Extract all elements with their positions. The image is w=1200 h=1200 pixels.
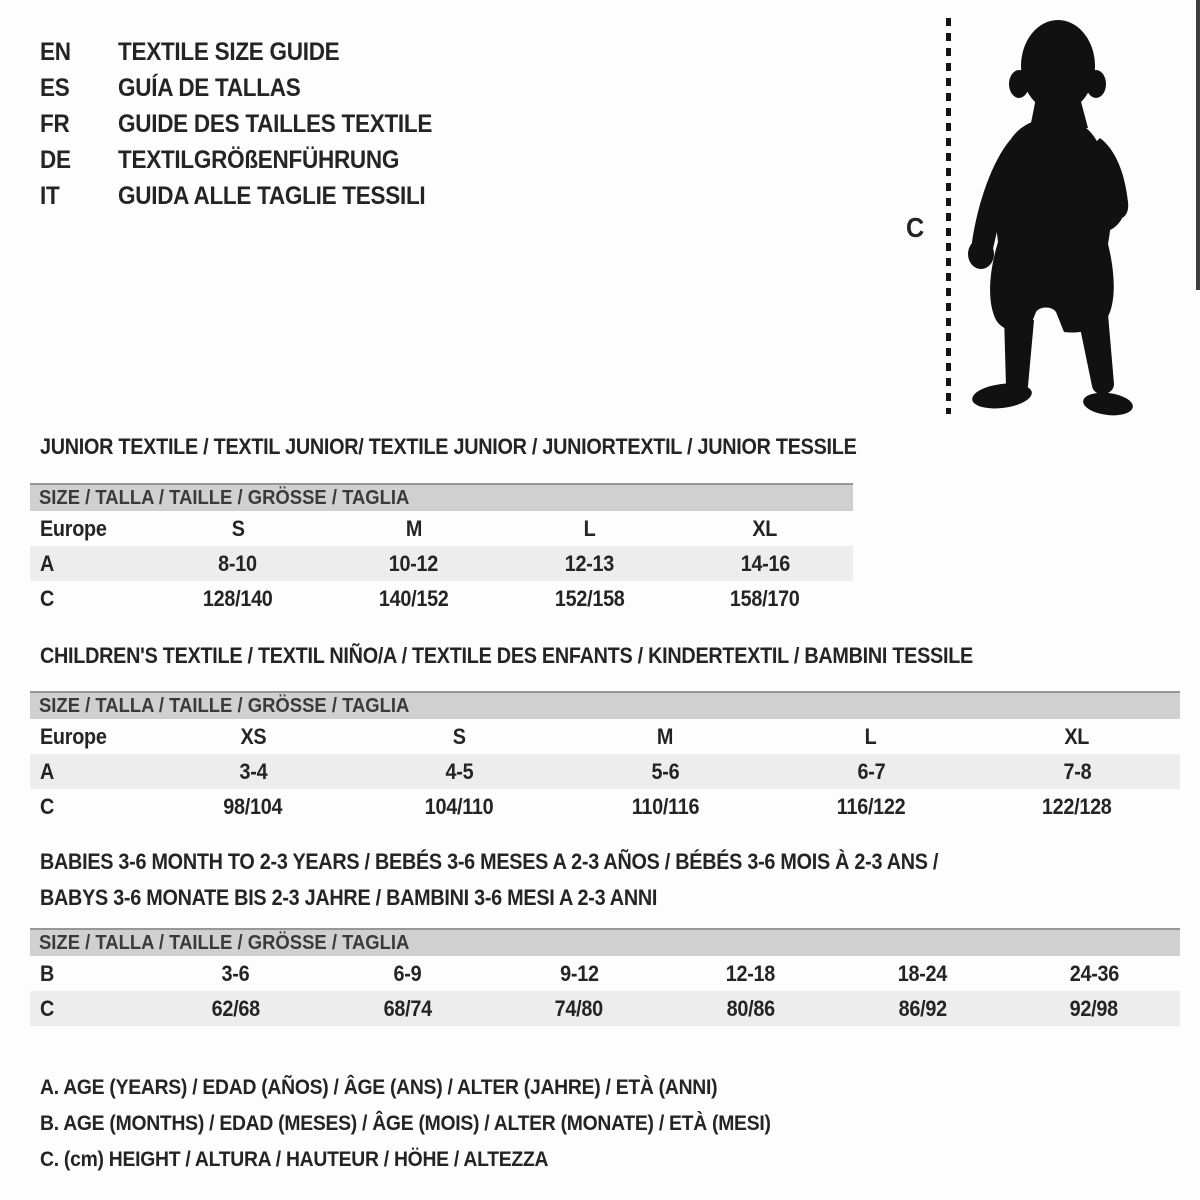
row-label-cell: C xyxy=(40,585,55,611)
months-value-cell: 6-9 xyxy=(393,960,422,986)
size-value-cell: L xyxy=(865,723,877,749)
babies-size-table xyxy=(30,928,1180,1026)
row-label-cell: A xyxy=(40,550,55,576)
size-value-cell: M xyxy=(405,515,422,541)
height-value-cell: 158/170 xyxy=(730,585,800,611)
months-value-cell: 9-12 xyxy=(559,960,599,986)
language-code: DE xyxy=(40,146,71,174)
height-value-cell: 140/152 xyxy=(378,585,449,611)
age-value-cell: 3-4 xyxy=(239,758,267,784)
age-value-cell: 4-5 xyxy=(445,758,473,784)
height-value-cell: 110/116 xyxy=(631,793,699,819)
size-header-bar: SIZE / TALLA / TAILLE / GRÖSSE / TAGLIA xyxy=(30,691,1180,719)
children-section-title: CHILDREN'S TEXTILE / TEXTIL NIÑO/A / TEXTILE DES ENFANTS / KINDERTEXTIL / BAMBINI TESSILE xyxy=(40,643,973,668)
row-label-cell: B xyxy=(40,960,55,986)
table-row-europe xyxy=(30,719,1180,754)
age-value-cell: 7-8 xyxy=(1063,758,1091,784)
row-label-cell: C xyxy=(40,995,55,1021)
height-value-cell: 74/80 xyxy=(555,995,604,1021)
table-row-height xyxy=(30,581,853,616)
size-value-cell: XS xyxy=(240,723,266,749)
height-value-cell: 86/92 xyxy=(898,995,947,1021)
age-value-cell: 8-10 xyxy=(218,550,258,576)
size-header-bar: SIZE / TALLA / TAILLE / GRÖSSE / TAGLIA xyxy=(30,928,1180,956)
height-measure-label: C xyxy=(906,212,925,243)
baby-silhouette xyxy=(962,16,1138,418)
table-row-height xyxy=(30,789,1180,824)
language-title: TEXTILGRÖßENFÜHRUNG xyxy=(118,146,400,174)
height-value-cell: 92/98 xyxy=(1070,995,1119,1021)
months-value-cell: 24-36 xyxy=(1069,960,1119,986)
right-edge-artifact xyxy=(1196,0,1200,290)
months-value-cell: 12-18 xyxy=(726,960,776,986)
language-code: FR xyxy=(40,110,70,138)
months-value-cell: 3-6 xyxy=(221,960,250,986)
legend-line-c: C. (cm) HEIGHT / ALTURA / HAUTEUR / HÖHE / ALTEZZA xyxy=(40,1147,549,1171)
height-value-cell: 116/122 xyxy=(836,793,906,819)
size-value-cell: XL xyxy=(752,515,778,541)
height-value-cell: 80/86 xyxy=(726,995,775,1021)
height-value-cell: 104/110 xyxy=(424,793,494,819)
table-row-age xyxy=(30,546,853,581)
row-label-cell: Europe xyxy=(40,723,107,749)
junior-size-table xyxy=(30,483,853,616)
language-title: GUIDA ALLE TAGLIE TESSILI xyxy=(118,182,426,210)
children-size-table xyxy=(30,691,1180,824)
language-title: GUIDE DES TAILLES TEXTILE xyxy=(118,110,433,138)
legend-line-b: B. AGE (MONTHS) / EDAD (MESES) / ÂGE (MOIS) / ALTER (MONATE) / ETÀ (MESI) xyxy=(40,1111,771,1135)
height-value-cell: 128/140 xyxy=(203,585,273,611)
height-value-cell: 122/128 xyxy=(1042,793,1112,819)
junior-section-title: JUNIOR TEXTILE / TEXTIL JUNIOR/ TEXTILE JUNIOR / JUNIORTEXTIL / JUNIOR TESSILE xyxy=(40,434,857,459)
language-title: GUÍA DE TALLAS xyxy=(118,74,301,102)
language-code: IT xyxy=(40,182,60,210)
language-code: EN xyxy=(40,38,71,66)
row-label-cell: Europe xyxy=(40,515,107,541)
months-value-cell: 18-24 xyxy=(897,960,948,986)
height-measure-dashed-line xyxy=(946,18,951,414)
age-value-cell: 14-16 xyxy=(740,550,790,576)
height-value-cell: 152/158 xyxy=(554,585,625,611)
language-title: TEXTILE SIZE GUIDE xyxy=(118,38,340,66)
babies-section-title-line1: BABIES 3-6 MONTH TO 2-3 YEARS / BEBÉS 3-6 MESES A 2-3 AÑOS / BÉBÉS 3-6 MOIS À 2-3 ANS / xyxy=(40,849,939,874)
row-label-cell: A xyxy=(40,758,55,784)
size-value-cell: L xyxy=(583,515,596,541)
height-value-cell: 98/104 xyxy=(223,793,283,819)
size-value-cell: S xyxy=(452,723,466,749)
language-code: ES xyxy=(40,74,70,102)
size-value-cell: XL xyxy=(1064,723,1090,749)
height-value-cell: 68/74 xyxy=(383,995,432,1021)
table-row-months xyxy=(30,956,1180,991)
row-label-cell: C xyxy=(40,793,55,819)
age-value-cell: 5-6 xyxy=(651,758,679,784)
table-row-europe xyxy=(30,511,853,546)
age-value-cell: 12-13 xyxy=(564,550,615,576)
legend-line-a: A. AGE (YEARS) / EDAD (AÑOS) / ÂGE (ANS) / ALTER (JAHRE) / ETÀ (ANNI) xyxy=(40,1075,718,1099)
height-value-cell: 62/68 xyxy=(211,995,260,1021)
size-value-cell: S xyxy=(231,515,245,541)
size-header-bar: SIZE / TALLA / TAILLE / GRÖSSE / TAGLIA xyxy=(30,483,853,511)
table-row-height xyxy=(30,991,1180,1026)
age-value-cell: 10-12 xyxy=(388,550,439,576)
table-row-age xyxy=(30,754,1180,789)
age-value-cell: 6-7 xyxy=(857,758,885,784)
size-value-cell: M xyxy=(656,723,674,749)
babies-section-title-line2: BABYS 3-6 MONATE BIS 2-3 JAHRE / BAMBINI 3-6 MESI A 2-3 ANNI xyxy=(40,885,658,910)
